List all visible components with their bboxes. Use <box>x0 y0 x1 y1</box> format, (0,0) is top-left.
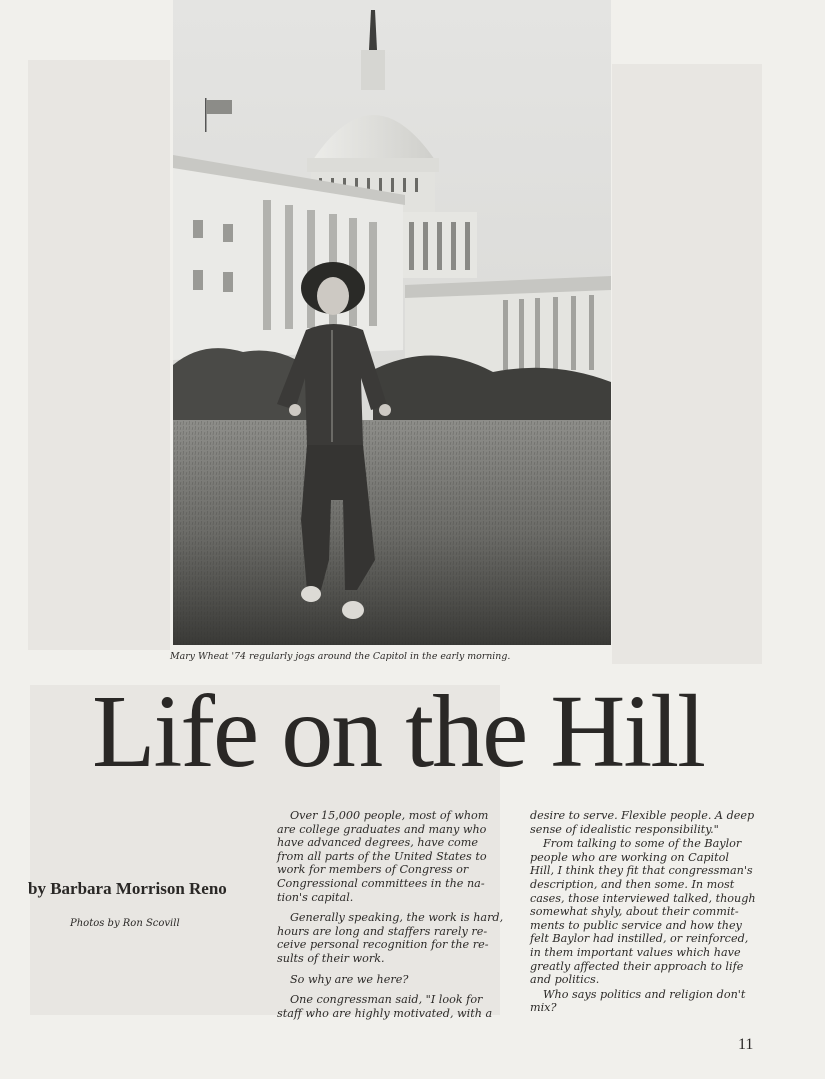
paragraph: So why are we here? <box>290 972 409 986</box>
paragraph: Over 15,000 people, most of whom are college graduates and many who have advanced degrees, have come from all parts of the United States to work for members of Congress or Congressional committees in the na- tion's capital. <box>277 809 489 904</box>
bleed-through-left <box>28 60 170 650</box>
paragraph: From talking to some of the Baylor people who are working on Capitol Hill, I think they fit that congressman's description, and then some. In most cases, those interviewed talked, though somewhat shyly, about their commit- ments to public service and how they felt Baylor had instilled, or reinforced, in them important values which have greatly affected their approach to life and politics. <box>530 837 756 987</box>
article-column-2 <box>530 809 758 1022</box>
page-number: 11 <box>738 1036 754 1053</box>
paragraph: One congressman said, "I look for staff who are highly motivated, with a <box>277 993 493 1020</box>
article-title: Life on the Hill <box>92 674 705 789</box>
paragraph: Generally speaking, the work is hard, hours are long and staffers rarely re- ceive personal recognition for the re- sults of their work. <box>277 911 504 965</box>
paragraph: desire to serve. Flexible people. A deep sense of idealistic responsibility." <box>530 809 755 836</box>
photo-caption: Mary Wheat '74 regularly jogs around the Capitol in the early morning. <box>170 651 511 662</box>
photo-credit: Photos by Ron Scovill <box>70 918 180 929</box>
byline: by Barbara Morrison Reno <box>28 879 227 898</box>
capitol-jogger-photo <box>173 0 611 645</box>
capitol-jogger-photo-icon <box>173 0 611 645</box>
bleed-through-right <box>612 64 762 664</box>
article-column-1 <box>277 809 505 1027</box>
paragraph: Who says politics and religion don't mix? <box>530 987 746 1015</box>
